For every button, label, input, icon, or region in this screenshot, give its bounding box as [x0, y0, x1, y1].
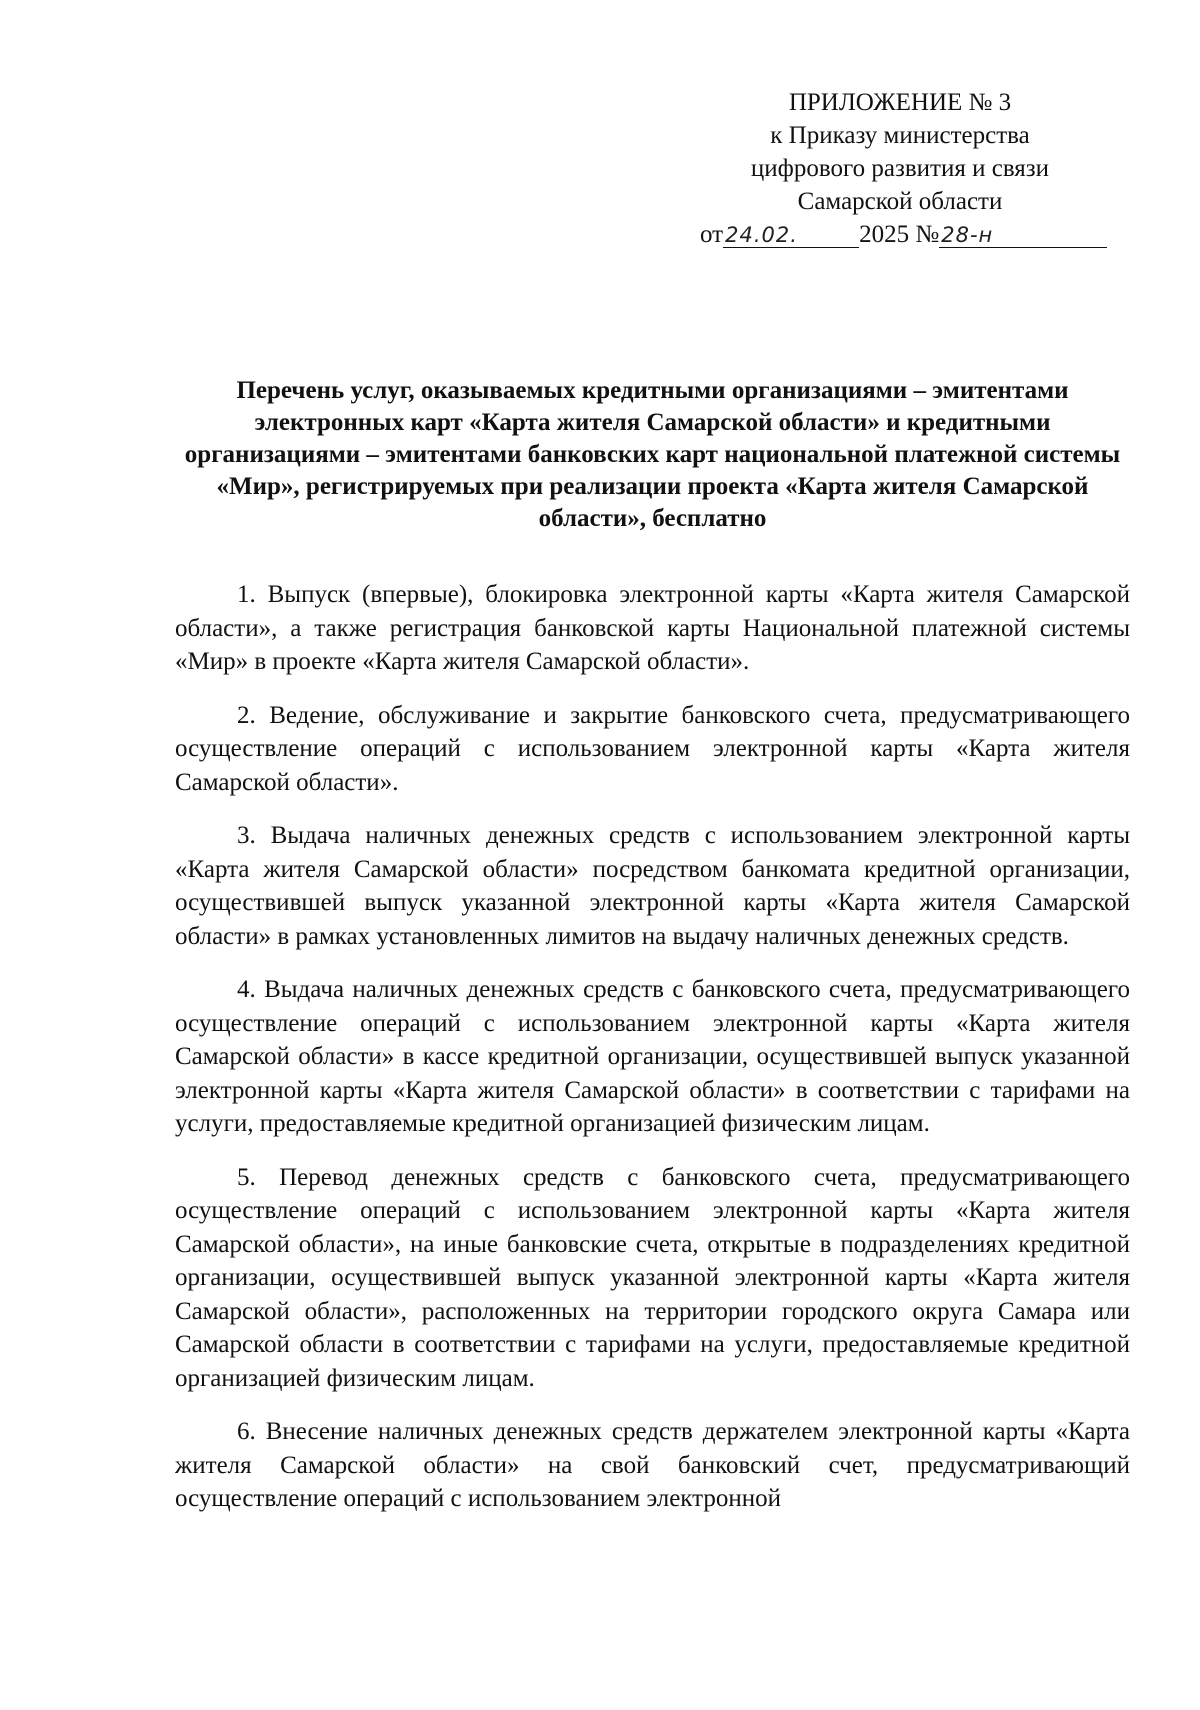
order-reference-line-2: цифрового развития и связи [750, 155, 1050, 182]
list-item: 5. Перевод денежных средств с банковского счета, предусматривающего осуществление операций с использованием электронной карты «Карта жителя Самарской области», на иные банковские счета, открытые в подразделениях кредитной организации, осуществившей выпуск указанной электронной карты «Карта жителя Самарской области», расположенных на территории городского округа Самара или Самарской области в соответствии с тарифами на услуги, предоставляемые кредитной организацией физическим лицам. [175, 1163, 1130, 1392]
appendix-header [700, 86, 1100, 251]
handwritten-order-number: 28-н [939, 223, 1107, 248]
list-item: 3. Выдача наличных денежных средств с использованием электронной карты «Карта жителя Самарской области» посредством банкомата кредитной организации, осуществившей выпуск указанной электронной карты «Карта жителя Самарской области» в рамках установленных лимитов на выдачу наличных денежных средств. [175, 822, 1130, 950]
order-year-number-label: 2025 № [859, 221, 940, 248]
list-item: 6. Внесение наличных денежных средств держателем электронной карты «Карта жителя Самарской области» на свой банковский счет, предусматривающий осуществление операций с использованием электронной [175, 1418, 1130, 1512]
document-title: Перечень услуг, оказываемых кредитными организациями – эмитентами электронных карт «Карта жителя Самарской области» и кредитными организациями – эмитентами банковских карт национальной платежной системы «Мир», регистрируемых при реализации проекта «Карта жителя Самарской области», бесплатно [184, 377, 1121, 532]
order-reference-line-1: к Приказу министерства [770, 122, 1030, 149]
order-reference-line-3: Самарской области [797, 188, 1003, 215]
handwritten-date: 24.02. [723, 223, 859, 248]
list-item: 2. Ведение, обслуживание и закрытие банковского счета, предусматривающего осуществление операций с использованием электронной карты «Карта жителя Самарской области». [175, 701, 1130, 796]
appendix-number: ПРИЛОЖЕНИЕ № 3 [788, 89, 1012, 116]
services-list [175, 578, 1130, 1536]
date-prefix: от [700, 221, 724, 248]
order-date-line [700, 218, 1100, 251]
list-item: 1. Выпуск (впервые), блокировка электронной карты «Карта жителя Самарской области», а также регистрация банковской карты Национальной платежной системы «Мир» в проекте «Карта жителя Самарской области». [175, 581, 1130, 675]
list-item: 4. Выдача наличных денежных средств с банковского счета, предусматривающего осуществление операций с использованием электронной карты «Карта жителя Самарской области» в кассе кредитной организации, осуществившей выпуск указанной электронной карты «Карта жителя Самарской области» в соответствии с тарифами на услуги, предоставляемые кредитной организацией физическим лицам. [175, 976, 1130, 1137]
